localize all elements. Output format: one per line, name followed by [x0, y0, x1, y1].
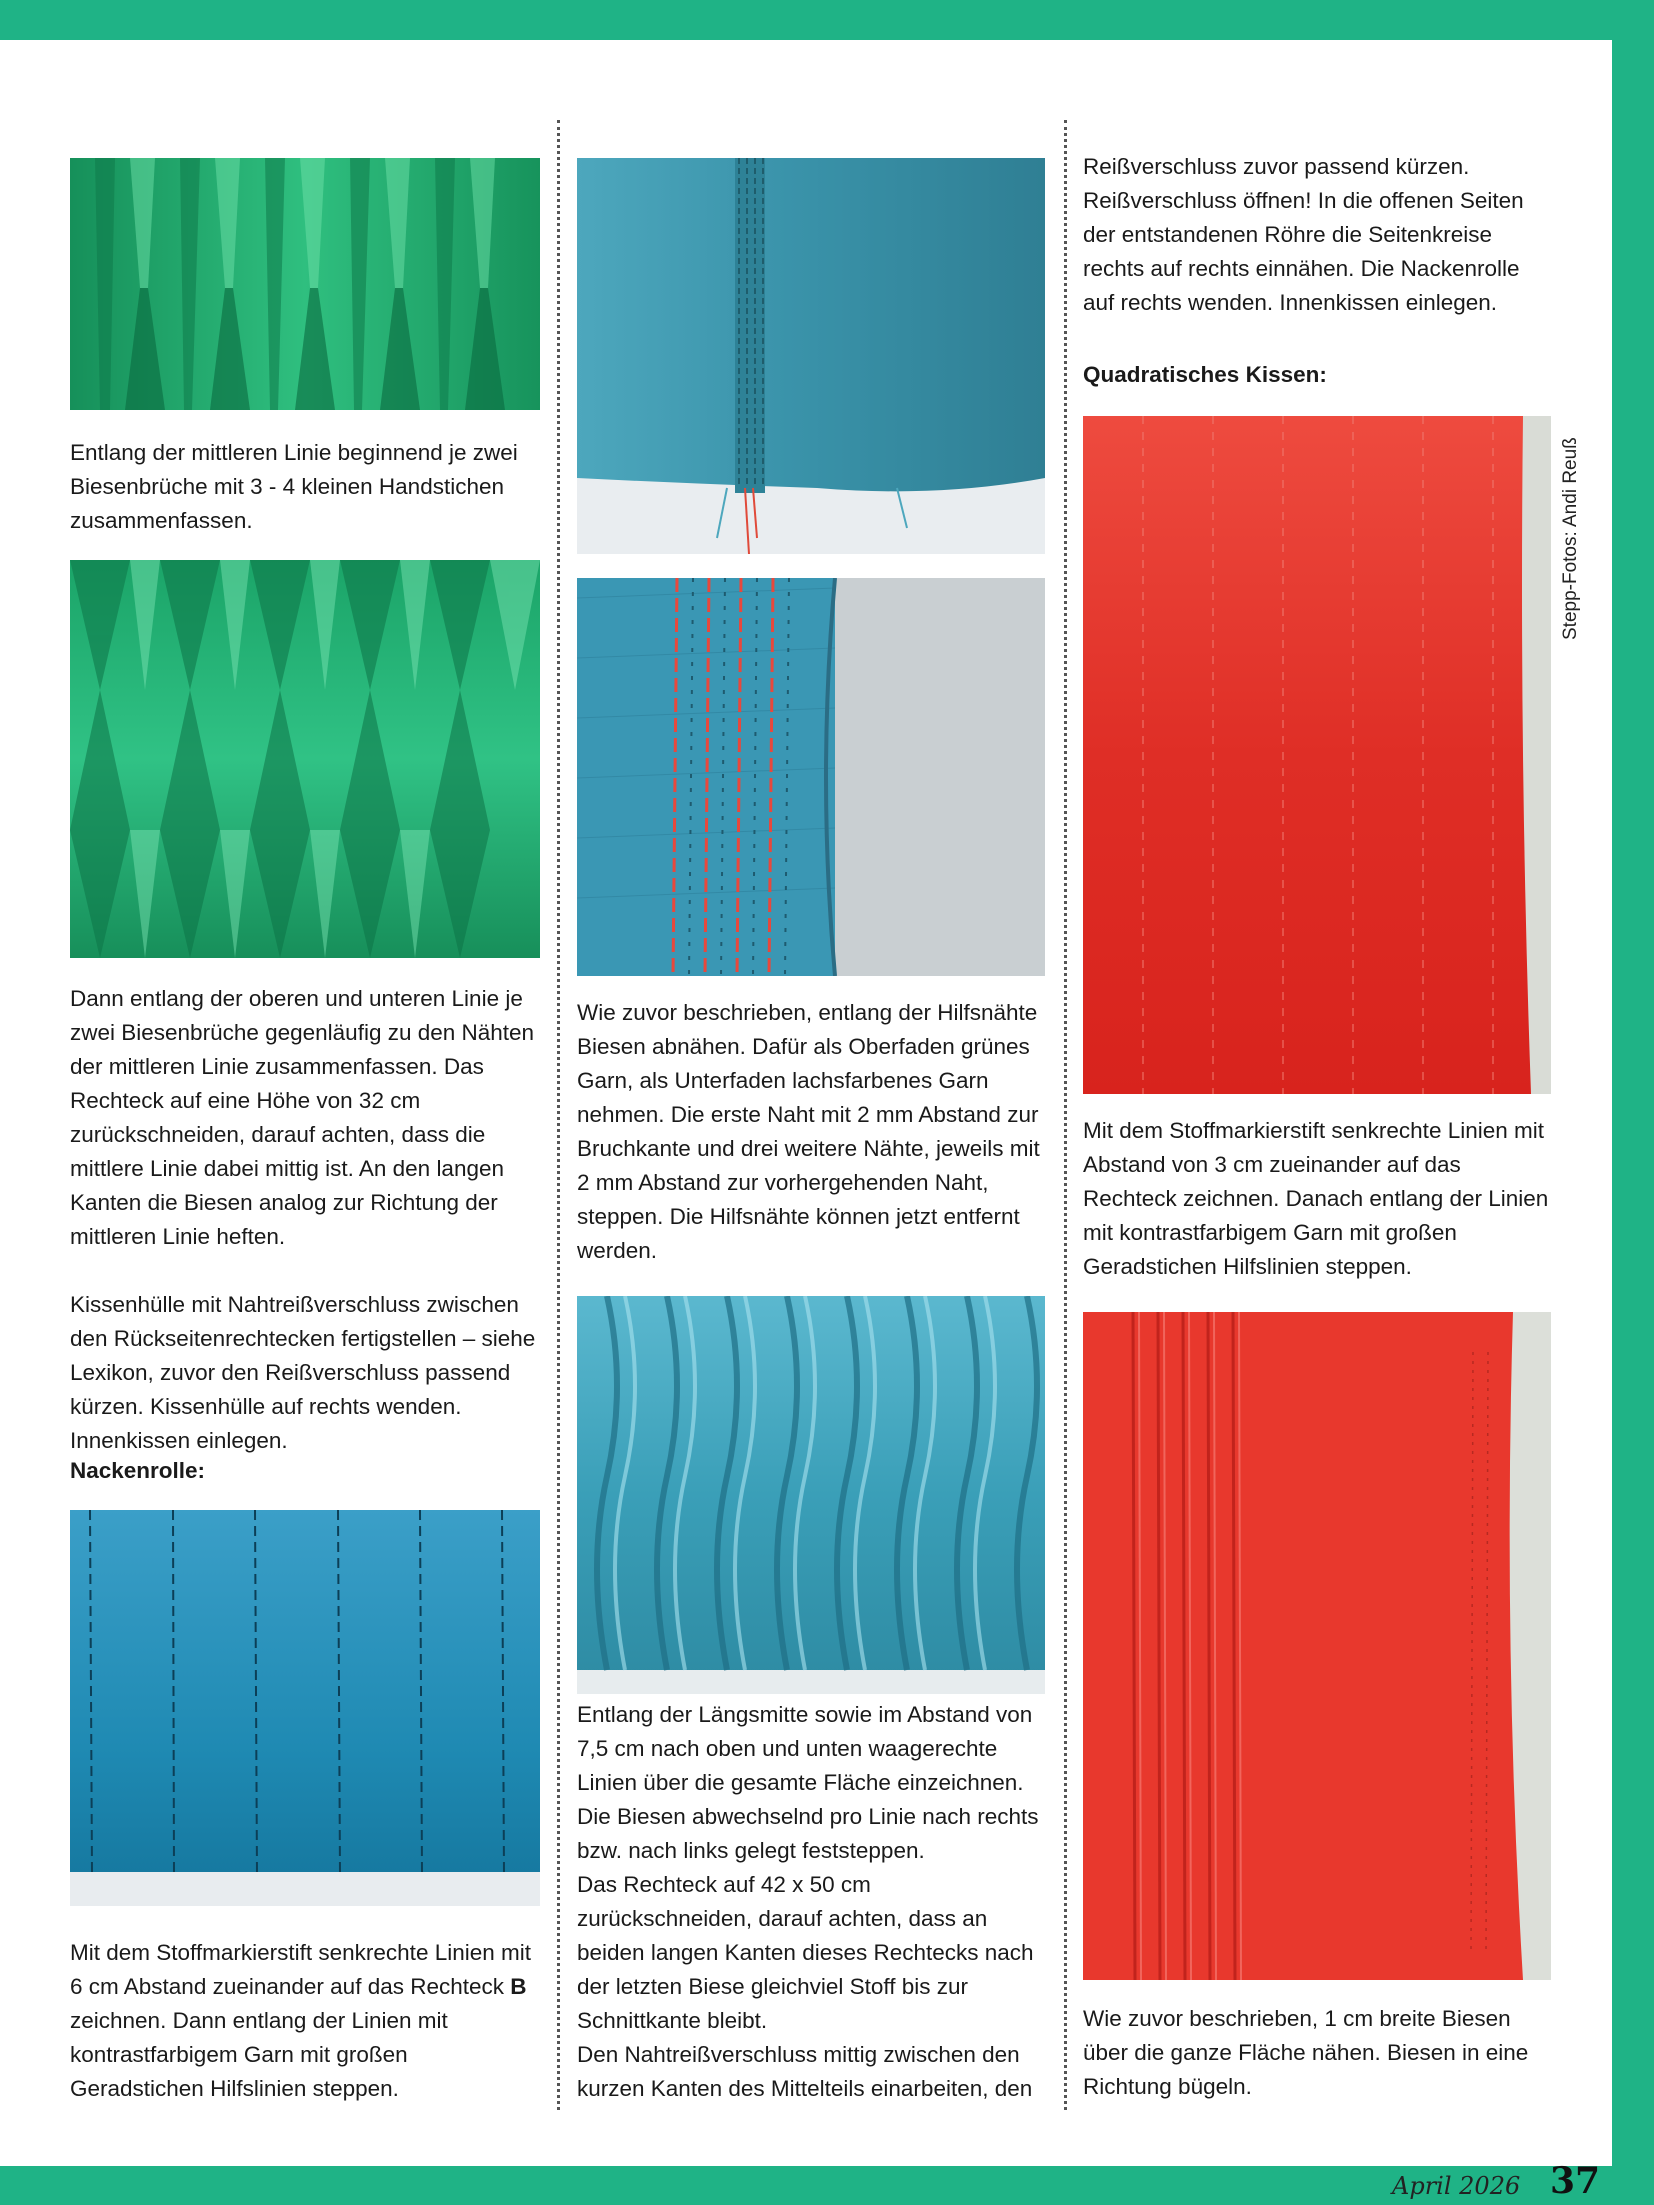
- caption-green-step2: Dann entlang der oberen und unteren Linie je zwei Biesenbrüche gegenläufig zu den Nähten der mittleren Linie zusammenfassen. Das Rechteck auf eine Höhe von 32 cm zurückschneiden, darauf achten, dass die mittlere Linie dabei mittig ist. An den langen Kanten die Biesen analog zur Richtung der mittleren Linie heften.: [70, 986, 535, 1249]
- heading-nackenrolle: Nackenrolle:: [70, 1458, 206, 1483]
- photo-green-tucks-stitched: [70, 158, 540, 410]
- photo-teal-tucks-seams: [577, 158, 1045, 554]
- caption-red-step2: Wie zuvor beschrieben, 1 cm breite Biesen über die ganze Fläche nähen. Biesen in eine Richtung bügeln.: [1083, 2006, 1529, 2099]
- photo-red-tucks: [1083, 1312, 1551, 1980]
- caption-teal-step3: Das Rechteck auf 42 x 50 cm zurückschneiden, darauf achten, dass an beiden langen Kanten dieses Rechtecks nach der letzten Biese gleichviel Stoff bis zur Schnittkante bleibt.: [577, 1872, 1034, 2033]
- magazine-page: [0, 40, 1612, 2202]
- photo-teal-wave-tucks: [577, 1296, 1045, 1694]
- photo-blue-guidelines: [70, 1510, 540, 1906]
- caption-teal-step2: Entlang der Längsmitte sowie im Abstand von 7,5 cm nach oben und unten waagerechte Linien über die gesamte Fläche einzeichnen. Die Biesen abwechselnd pro Linie nach rechts bzw. nach links gelegt feststeppen.: [577, 1702, 1039, 1863]
- footer-issue-date: April 2026: [1392, 2172, 1521, 2200]
- photo-green-smocked: [70, 560, 540, 958]
- caption-nackenrolle-step2: Reißverschluss zuvor passend kürzen. Reißverschluss öffnen! In die offenen Seiten der entstandenen Röhre die Seitenkreise rechts auf rechts einnähen. Die Nackenrolle auf rechts wenden. Innenkissen einlegen.: [1083, 154, 1524, 315]
- caption-green-step1: Entlang der mittleren Linie beginnend je zwei Biesenbrüche mit 3 - 4 kleinen Handstichen zusammenfassen.: [70, 440, 518, 533]
- caption-nackenrolle-step1: Mit dem Stoffmarkierstift senkrechte Linien mit 6 cm Abstand zueinander auf das Rechteck B zeichnen. Dann entlang der Linien mit kontrastfarbigem Garn mit großen Geradstichen Hilfslinien steppen.: [70, 1940, 531, 2101]
- caption-green-step3: Kissenhülle mit Nahtreißverschluss zwischen den Rückseitenrechtecken fertigstellen – siehe Lexikon, zuvor den Reißverschluss passend kürzen. Kissenhülle auf rechts wenden. Innenkissen einlegen.: [70, 1292, 536, 1453]
- photo-teal-stitch-closeup: [577, 578, 1045, 976]
- photo-red-fabric-lines: [1083, 416, 1551, 1094]
- column-separator: [557, 120, 560, 2110]
- caption-teal-step1: Wie zuvor beschrieben, entlang der Hilfsnähte Biesen abnähen. Dafür als Oberfaden grünes Garn, als Unterfaden lachsfarbenes Garn nehmen. Die erste Naht mit 2 mm Abstand zur Bruchkante und drei weitere Nähte, jeweils mit 2 mm Abstand zur vorhergehenden Naht, steppen. Die Hilfsnähte können jetzt entfernt werden.: [577, 1000, 1040, 1263]
- caption-red-step1: Mit dem Stoffmarkierstift senkrechte Linien mit Abstand von 3 cm zueinander auf das Rechteck zeichnen. Danach entlang der Linien mit kontrastfarbigem Garn mit großen Geradstichen Hilfslinien steppen.: [1083, 1118, 1549, 1279]
- column-separator: [1064, 120, 1067, 2110]
- photo-credit: Stepp-Fotos: Andi Reuß: [1560, 437, 1581, 640]
- page-number: 37: [1550, 2160, 1601, 2202]
- heading-quadratisches-kissen: Quadratisches Kissen:: [1083, 362, 1327, 387]
- caption-teal-step4: Den Nahtreißverschluss mittig zwischen den kurzen Kanten des Mittelteils einarbeiten, den: [577, 2042, 1033, 2101]
